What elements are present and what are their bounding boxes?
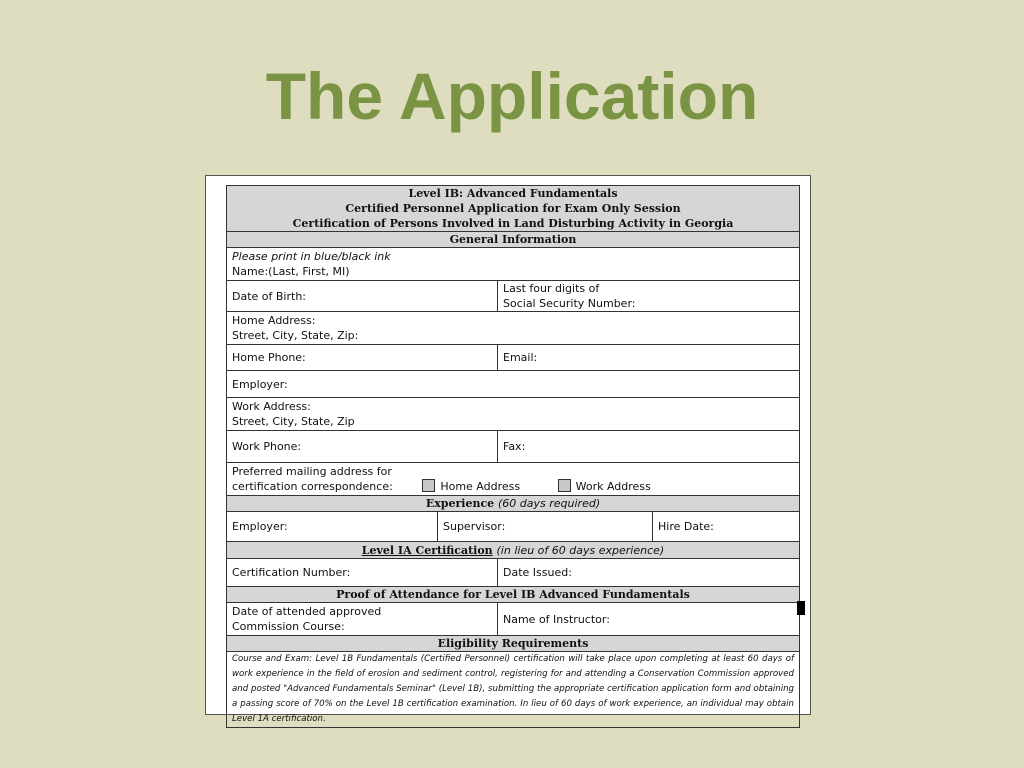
- email-field[interactable]: [498, 345, 800, 371]
- date-issued-label: Date Issued:: [503, 566, 572, 579]
- employer-field[interactable]: [227, 371, 800, 398]
- home-phone-label: Home Phone:: [232, 351, 306, 364]
- fax-label: Fax:: [503, 440, 526, 453]
- mailing-label-2: certification correspondence:: [232, 480, 393, 493]
- ssn-field[interactable]: [498, 281, 800, 312]
- eligibility-heading: [227, 636, 800, 652]
- work-address-label-2: Street, City, State, Zip: [232, 415, 355, 428]
- application-form: [226, 185, 800, 728]
- fax-field[interactable]: [498, 431, 800, 463]
- course-date-field[interactable]: [227, 603, 498, 636]
- experience-employer-field[interactable]: [227, 512, 438, 542]
- home-address-checkbox[interactable]: [422, 479, 435, 492]
- course-label-1: Date of attended approved: [232, 605, 382, 618]
- experience-heading-note: (60 days required): [498, 497, 601, 510]
- mailing-label-1: Preferred mailing address for: [232, 465, 392, 478]
- work-address-label-1: Work Address:: [232, 400, 311, 413]
- work-address-option[interactable]: [558, 479, 651, 494]
- cert-number-label: Certification Number:: [232, 566, 351, 579]
- course-label-2: Commission Course:: [232, 620, 345, 633]
- ink-instruction: Please print in blue/black ink: [232, 250, 391, 263]
- home-address-label-2: Street, City, State, Zip:: [232, 329, 359, 342]
- supervisor-label: Supervisor:: [443, 520, 506, 533]
- work-address-checkbox[interactable]: [558, 479, 571, 492]
- dob-field[interactable]: [227, 281, 498, 312]
- general-info-heading-text: General Information: [449, 233, 577, 246]
- experience-heading-text: Experience: [425, 497, 495, 510]
- work-address-option-label: Work Address: [575, 480, 651, 493]
- experience-heading: [227, 496, 800, 512]
- application-form-image: [205, 175, 811, 724]
- general-info-heading: [227, 232, 800, 248]
- edge-marker: [797, 601, 805, 615]
- hire-date-label: Hire Date:: [658, 520, 714, 533]
- attendance-heading-text: Proof of Attendance for Level IB Advanced Fundamentals: [336, 588, 690, 601]
- work-address-field[interactable]: [227, 398, 800, 431]
- form-header-line2: Certified Personnel Application for Exam Only Session: [345, 202, 681, 215]
- email-label: Email:: [503, 351, 538, 364]
- home-phone-field[interactable]: [227, 345, 498, 371]
- instructor-label: Name of Instructor:: [503, 612, 610, 626]
- dob-label: Date of Birth:: [232, 289, 307, 303]
- name-field[interactable]: [227, 248, 800, 281]
- ssn-label-2: Social Security Number:: [503, 297, 636, 310]
- cert-number-field[interactable]: [227, 559, 498, 587]
- level-ia-heading-text: Level IA Certification: [361, 543, 493, 557]
- home-address-label-1: Home Address:: [232, 314, 316, 327]
- date-issued-field[interactable]: [498, 559, 800, 587]
- attendance-heading: [227, 587, 800, 603]
- form-header: [227, 186, 800, 232]
- level-ia-heading: [227, 542, 800, 559]
- experience-employer-label: Employer:: [232, 520, 288, 533]
- name-label: Name:(Last, First, MI): [232, 265, 350, 278]
- home-address-option-label: Home Address: [440, 480, 521, 493]
- form-header-line1: Level IB: Advanced Fundamentals: [408, 187, 618, 200]
- home-address-field[interactable]: [227, 312, 800, 345]
- work-phone-field[interactable]: [227, 431, 498, 463]
- mailing-preference-field: [227, 463, 800, 496]
- employer-label: Employer:: [232, 377, 288, 391]
- instructor-field[interactable]: [498, 603, 800, 636]
- form-header-line3: Certification of Persons Involved in Land Disturbing Activity in Georgia: [292, 217, 734, 230]
- work-phone-label: Work Phone:: [232, 440, 302, 453]
- level-ia-heading-note: (in lieu of 60 days experience): [496, 543, 665, 557]
- supervisor-field[interactable]: [438, 512, 653, 542]
- slide-title: The Application: [265, 59, 759, 133]
- home-address-option[interactable]: [422, 479, 520, 494]
- eligibility-text: Course and Exam: Level 1B Fundamentals (Certified Personnel) certification will take place upon completing at least 60 days of work experience in the field of erosion and sediment control, registering for and attending a Conservation Commission approved and posted "Advanced Fundamentals Seminar" (Level 1B), submitting the appropriate certification application form and obtaining a passing score of 70% on the Level 1B certification examination. In lieu of 60 days of work experience, an individual may obtain Level 1A certification.: [227, 652, 800, 728]
- ssn-label-1: Last four digits of: [503, 282, 600, 295]
- hire-date-field[interactable]: [653, 512, 800, 542]
- eligibility-heading-text: Eligibility Requirements: [437, 637, 589, 650]
